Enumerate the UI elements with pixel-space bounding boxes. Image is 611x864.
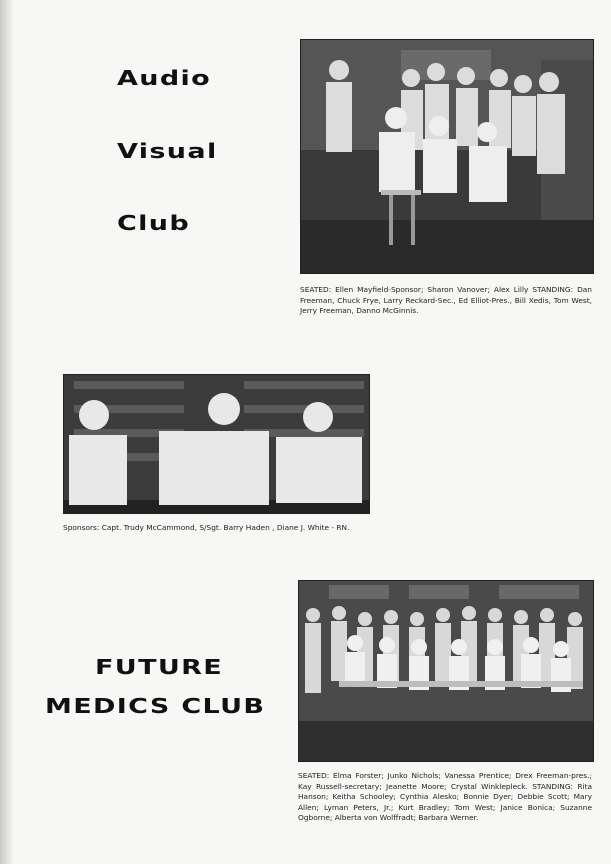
future-medics-caption: SEATED: Elma Forster; Junko Nichols; Vanessa Prentice; Drex Freeman-pres.; Kay Russell-secretary; Jeanette Moore; Crystal Winklepleck. STANDING: Rita Hanson; Keitha Schooley; Cynthia Alesko; Bonnie Dyer; Debbie Scott; Mary Allen; Lyman Peters, Jr.; Kurt Bradley; Tom West; Janice Bonica; Suzanne Ogborne; Alberta von Wolffradt; Barbara Werner. (298, 771, 592, 823)
sponsors-photo (63, 374, 370, 514)
audio-visual-club-photo (300, 39, 594, 274)
medics-title-line1: FUTURE (95, 655, 224, 679)
medics-title-line2: MEDICS CLUB (45, 694, 266, 718)
audio-title-line1: Audio (117, 66, 212, 90)
medics-photo-illustration (299, 581, 593, 761)
future-medics-club-photo (298, 580, 594, 762)
sponsors-caption: Sponsors: Capt. Trudy McCammond, S/Sgt. Barry Haden , Diane J. White - RN. (63, 523, 350, 532)
binding-shadow (0, 0, 14, 864)
audio-visual-caption: SEATED: Ellen Mayfield-Sponsor; Sharon Vanover; Alex Lilly STANDING: Dan Freeman, Chuck Frye, Larry Reckard-Sec., Ed Elliot-Pres., Bill Xedis, Tom West, Jerry Freeman, Danno McGinnis. (300, 285, 592, 316)
sponsors-photo-illustration (64, 375, 369, 513)
group-photo-illustration (301, 40, 593, 273)
audio-title-line2: Visual (117, 139, 218, 163)
audio-title-line3: Club (117, 211, 191, 235)
